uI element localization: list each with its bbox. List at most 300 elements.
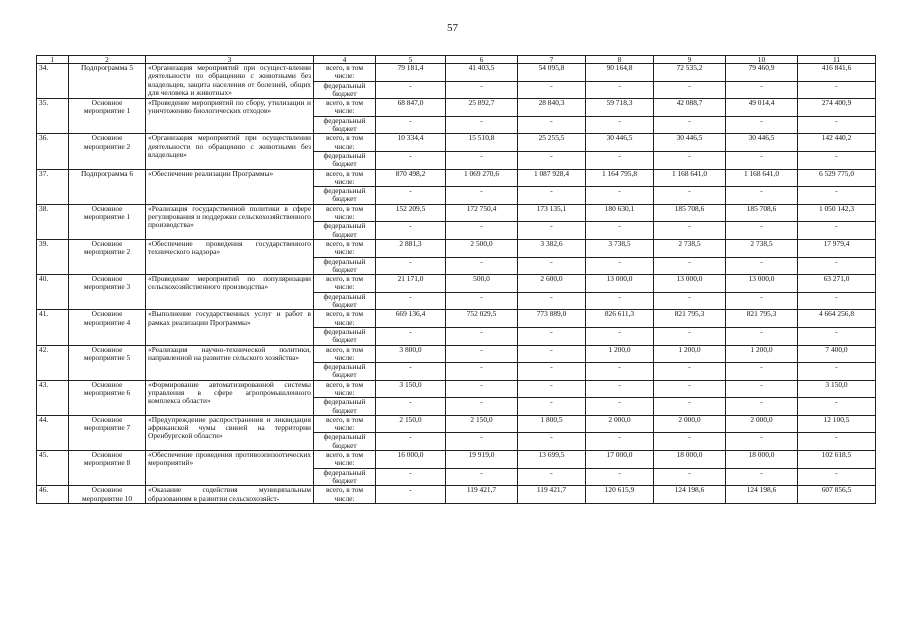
- funding-source-federal: федеральный бюджет: [314, 363, 376, 381]
- value-text: -: [618, 362, 621, 372]
- value-text: 119 421,7: [466, 485, 497, 495]
- funding-source-federal: федеральный бюджет: [314, 187, 376, 205]
- value-text: 54 095,8: [538, 63, 565, 72]
- value-cell: [376, 310, 446, 328]
- value-cell: [376, 239, 446, 257]
- funding-source-federal: федеральный бюджет: [314, 257, 376, 275]
- value-text: 773 889,0: [536, 309, 567, 319]
- value-text: -: [550, 292, 553, 301]
- value-cell: [798, 169, 876, 187]
- value-cell: [518, 204, 586, 222]
- value-cell: [518, 380, 586, 398]
- value-text: 3 150,0: [399, 380, 422, 389]
- funding-source-total: всего, в том числе:: [314, 451, 376, 469]
- value-text: -: [835, 151, 838, 160]
- value-cell: [518, 398, 586, 416]
- program-title: «Обеспечение проведения противоэпизоотических мероприятий»: [146, 451, 314, 486]
- value-cell: [376, 451, 446, 469]
- funding-source-total: всего, в том числе:: [314, 204, 376, 222]
- funding-source-total: всего, в том числе:: [314, 99, 376, 117]
- table-row: [37, 415, 876, 433]
- funding-source-federal: федеральный бюджет: [314, 398, 376, 416]
- value-text: -: [409, 257, 412, 266]
- value-text: 1 200,0: [678, 345, 701, 354]
- value-text: -: [688, 221, 691, 231]
- value-cell: [518, 310, 586, 328]
- value-cell: [726, 380, 798, 398]
- value-text: 1 200,0: [608, 345, 631, 354]
- value-text: 30 446,5: [606, 133, 633, 143]
- value-text: 185 708,6: [746, 204, 777, 213]
- value-cell: [726, 275, 798, 293]
- value-text: -: [688, 432, 691, 442]
- value-text: -: [480, 432, 483, 442]
- value-text: -: [550, 327, 553, 336]
- row-number: 46.: [37, 486, 69, 504]
- value-text: -: [409, 485, 412, 495]
- value-cell: [654, 204, 726, 222]
- value-cell: [586, 415, 654, 433]
- value-cell: [798, 239, 876, 257]
- value-cell: [654, 380, 726, 398]
- value-text: 3 382,6: [540, 239, 563, 248]
- value-text: -: [760, 292, 763, 301]
- value-cell: [376, 134, 446, 152]
- value-cell: [654, 239, 726, 257]
- value-text: -: [409, 116, 412, 125]
- value-text: -: [480, 81, 483, 90]
- value-text: 79 181,4: [397, 63, 424, 72]
- value-text: 124 198,6: [746, 485, 777, 495]
- value-text: 1 200,0: [750, 345, 773, 354]
- value-text: 1 087 928,4: [533, 169, 570, 178]
- program-type: Основное мероприятие 4: [69, 310, 146, 345]
- value-text: -: [550, 432, 553, 442]
- value-cell: [654, 257, 726, 275]
- value-text: -: [480, 116, 483, 125]
- funding-source-federal: федеральный бюджет: [314, 81, 376, 99]
- value-text: -: [409, 468, 412, 477]
- value-cell: [726, 327, 798, 345]
- value-text: -: [760, 380, 763, 389]
- value-text: 172 750,4: [466, 204, 497, 213]
- value-text: 90 164,8: [606, 63, 633, 72]
- value-text: 2 150,0: [399, 415, 422, 424]
- value-cell: [446, 310, 518, 328]
- funding-source-federal: федеральный бюджет: [314, 292, 376, 310]
- value-text: -: [688, 362, 691, 372]
- value-cell: [376, 187, 446, 205]
- value-cell: [586, 345, 654, 363]
- value-cell: [586, 169, 654, 187]
- value-text: 416 841,6: [821, 63, 852, 72]
- row-number: 37.: [37, 169, 69, 204]
- value-text: -: [760, 397, 763, 407]
- value-text: -: [835, 468, 838, 477]
- value-cell: [798, 99, 876, 117]
- value-text: -: [760, 362, 763, 372]
- value-cell: [446, 398, 518, 416]
- value-text: 13 699,5: [538, 450, 565, 460]
- table-body: [37, 64, 876, 504]
- program-type: Основное мероприятие 2: [69, 134, 146, 169]
- value-cell: [446, 99, 518, 117]
- value-cell: [654, 116, 726, 134]
- funding-source-federal: федеральный бюджет: [314, 222, 376, 240]
- value-text: 1 168 641,0: [743, 169, 780, 178]
- value-cell: [446, 222, 518, 240]
- value-cell: [798, 204, 876, 222]
- funding-source-total: всего, в том числе:: [314, 275, 376, 293]
- value-cell: [446, 169, 518, 187]
- table-row: [37, 345, 876, 363]
- value-cell: [586, 134, 654, 152]
- value-text: 607 856,5: [821, 485, 852, 495]
- value-cell: [446, 451, 518, 469]
- value-cell: [518, 169, 586, 187]
- value-cell: [654, 398, 726, 416]
- value-cell: [798, 398, 876, 416]
- value-text: 79 460,9: [748, 63, 775, 72]
- value-cell: [726, 451, 798, 469]
- value-cell: [798, 327, 876, 345]
- value-cell: [654, 327, 726, 345]
- value-cell: [518, 327, 586, 345]
- value-cell: [798, 187, 876, 205]
- value-text: -: [409, 186, 412, 196]
- value-cell: [654, 415, 726, 433]
- value-text: 10 334,4: [397, 133, 424, 143]
- value-text: 17 979,4: [823, 239, 850, 248]
- value-text: -: [760, 81, 763, 90]
- table-row: [37, 310, 876, 328]
- value-text: 120 615,9: [604, 485, 635, 495]
- row-number: 43.: [37, 380, 69, 415]
- value-cell: [726, 363, 798, 381]
- value-cell: [654, 433, 726, 451]
- table-row: [37, 486, 876, 504]
- value-cell: [586, 451, 654, 469]
- value-cell: [586, 239, 654, 257]
- col-header: 5: [376, 56, 446, 64]
- value-text: 124 198,6: [674, 485, 705, 495]
- value-text: -: [618, 151, 621, 160]
- value-text: 180 630,1: [604, 204, 635, 213]
- value-text: -: [618, 186, 621, 196]
- value-cell: [518, 151, 586, 169]
- value-cell: [726, 257, 798, 275]
- program-type: Подпрограмма 5: [69, 64, 146, 99]
- value-text: 28 840,3: [538, 98, 565, 108]
- program-title: «Организация мероприятий при осуществлении деятельности по обращению с животными без владельцев»: [146, 134, 314, 169]
- value-cell: [586, 99, 654, 117]
- value-text: 16 000,0: [397, 450, 424, 460]
- value-cell: [446, 81, 518, 99]
- value-cell: [726, 292, 798, 310]
- value-text: -: [688, 257, 691, 266]
- value-text: -: [835, 432, 838, 442]
- table-row: [37, 239, 876, 257]
- value-cell: [586, 81, 654, 99]
- value-cell: [798, 345, 876, 363]
- value-cell: [798, 310, 876, 328]
- value-cell: [798, 486, 876, 504]
- value-text: 68 847,0: [397, 98, 424, 108]
- funding-source-total: всего, в том числе:: [314, 169, 376, 187]
- value-cell: [726, 415, 798, 433]
- value-text: -: [550, 221, 553, 231]
- value-text: -: [618, 397, 621, 407]
- funding-source-federal: федеральный бюджет: [314, 151, 376, 169]
- value-cell: [376, 433, 446, 451]
- value-text: 500,0: [473, 274, 490, 284]
- value-text: -: [550, 397, 553, 407]
- col-header: 3: [146, 56, 314, 64]
- value-cell: [586, 486, 654, 504]
- program-title: «Проведение мероприятий по популяризации сельскохозяйственного производства»: [146, 275, 314, 310]
- value-text: -: [760, 221, 763, 231]
- value-text: -: [618, 432, 621, 442]
- value-cell: [654, 99, 726, 117]
- value-cell: [376, 222, 446, 240]
- value-text: -: [480, 397, 483, 407]
- value-text: -: [550, 362, 553, 372]
- funding-source-federal: федеральный бюджет: [314, 116, 376, 134]
- value-cell: [518, 222, 586, 240]
- value-text: 25 892,7: [468, 98, 495, 108]
- value-cell: [798, 81, 876, 99]
- table-row: [37, 380, 876, 398]
- value-cell: [446, 204, 518, 222]
- value-text: -: [550, 345, 553, 354]
- col-header: 2: [69, 56, 146, 64]
- budget-table: [36, 55, 876, 504]
- value-text: -: [760, 432, 763, 442]
- value-cell: [654, 151, 726, 169]
- value-text: -: [618, 221, 621, 231]
- program-title: «Обеспечение реализации Программы»: [146, 169, 314, 204]
- value-cell: [376, 345, 446, 363]
- value-cell: [446, 257, 518, 275]
- value-text: 15 510,8: [468, 133, 495, 143]
- funding-source-total: всего, в том числе:: [314, 64, 376, 82]
- value-cell: [726, 468, 798, 486]
- value-text: 42 088,7: [676, 98, 703, 108]
- value-text: 274 400,9: [821, 98, 852, 108]
- value-text: 7 400,0: [825, 345, 848, 354]
- value-text: 2 000,0: [750, 415, 773, 424]
- value-text: 72 535,2: [676, 63, 703, 72]
- value-text: 185 708,6: [674, 204, 705, 213]
- value-text: -: [550, 151, 553, 160]
- row-number: 39.: [37, 239, 69, 274]
- value-cell: [654, 81, 726, 99]
- value-cell: [446, 292, 518, 310]
- program-type: Основное мероприятие 6: [69, 380, 146, 415]
- value-text: -: [760, 468, 763, 477]
- value-cell: [446, 327, 518, 345]
- value-text: 2 738,5: [750, 239, 773, 248]
- value-cell: [376, 486, 446, 504]
- row-number: 44.: [37, 415, 69, 450]
- value-text: -: [550, 186, 553, 196]
- value-text: 3 800,0: [399, 345, 422, 354]
- row-number: 36.: [37, 134, 69, 169]
- value-cell: [376, 81, 446, 99]
- value-cell: [654, 345, 726, 363]
- program-type: Основное мероприятие 8: [69, 451, 146, 486]
- value-text: 2 000,0: [678, 415, 701, 424]
- value-cell: [518, 451, 586, 469]
- value-text: -: [688, 186, 691, 196]
- value-cell: [726, 99, 798, 117]
- value-cell: [446, 415, 518, 433]
- value-cell: [798, 116, 876, 134]
- value-text: -: [480, 186, 483, 196]
- value-cell: [446, 433, 518, 451]
- value-cell: [518, 468, 586, 486]
- value-text: -: [688, 327, 691, 336]
- row-number: 42.: [37, 345, 69, 380]
- value-cell: [654, 468, 726, 486]
- program-title: «Организация мероприятий при осущест-влении деятельности по обращению с животными без владельцев, защита населения от болезней, общих для человека и животных»: [146, 64, 314, 99]
- value-text: 21 171,0: [397, 274, 424, 284]
- value-text: -: [480, 327, 483, 336]
- value-cell: [376, 151, 446, 169]
- table-row: [37, 134, 876, 152]
- value-cell: [446, 275, 518, 293]
- value-text: -: [409, 151, 412, 160]
- value-cell: [726, 239, 798, 257]
- value-cell: [518, 363, 586, 381]
- value-text: -: [618, 380, 621, 389]
- value-text: -: [835, 81, 838, 90]
- col-header: 1: [37, 56, 69, 64]
- value-cell: [798, 468, 876, 486]
- program-title: «Оказание содействия муниципальным образованиям в развитии сельскохозяйст-: [146, 486, 314, 504]
- value-cell: [586, 116, 654, 134]
- value-cell: [446, 486, 518, 504]
- value-cell: [446, 116, 518, 134]
- value-text: -: [835, 327, 838, 336]
- value-cell: [654, 275, 726, 293]
- funding-source-federal: федеральный бюджет: [314, 327, 376, 345]
- program-title: «Реализация государственной политики в сфере регулирования и поддержки сельскохозяйственного производства»: [146, 204, 314, 239]
- value-text: 13 000,0: [748, 274, 775, 284]
- column-number-row: [37, 56, 876, 64]
- value-cell: [586, 380, 654, 398]
- value-cell: [798, 134, 876, 152]
- value-cell: [446, 380, 518, 398]
- col-header: 4: [314, 56, 376, 64]
- value-text: -: [835, 397, 838, 407]
- value-text: 2 600,0: [540, 274, 563, 284]
- table-row: [37, 204, 876, 222]
- value-cell: [654, 363, 726, 381]
- value-cell: [586, 64, 654, 82]
- value-cell: [586, 310, 654, 328]
- value-text: -: [688, 151, 691, 160]
- value-cell: [798, 415, 876, 433]
- value-text: 2 500,0: [470, 239, 493, 248]
- program-type: Основное мероприятие 10: [69, 486, 146, 504]
- row-number: 35.: [37, 99, 69, 134]
- value-cell: [376, 275, 446, 293]
- value-text: 19 919,0: [468, 450, 495, 460]
- value-cell: [654, 187, 726, 205]
- value-cell: [726, 64, 798, 82]
- funding-source-federal: федеральный бюджет: [314, 468, 376, 486]
- value-cell: [726, 398, 798, 416]
- program-type: Основное мероприятие 1: [69, 99, 146, 134]
- value-cell: [446, 345, 518, 363]
- value-text: -: [480, 380, 483, 389]
- value-cell: [798, 433, 876, 451]
- value-text: -: [688, 292, 691, 301]
- value-text: -: [835, 221, 838, 231]
- value-cell: [726, 486, 798, 504]
- value-cell: [586, 275, 654, 293]
- value-text: -: [409, 292, 412, 301]
- value-text: 18 000,0: [676, 450, 703, 460]
- value-text: 152 209,5: [395, 204, 426, 213]
- value-cell: [518, 257, 586, 275]
- value-text: 30 446,5: [676, 133, 703, 143]
- funding-source-total: всего, в том числе:: [314, 345, 376, 363]
- program-title: «Выполнение государственных услуг и работ в рамках реализации Программы»: [146, 310, 314, 345]
- value-text: -: [480, 151, 483, 160]
- funding-source-federal: федеральный бюджет: [314, 433, 376, 451]
- value-cell: [586, 468, 654, 486]
- value-text: -: [409, 221, 412, 231]
- value-text: -: [688, 81, 691, 90]
- value-cell: [446, 187, 518, 205]
- value-cell: [446, 468, 518, 486]
- value-cell: [654, 64, 726, 82]
- value-text: 2 000,0: [608, 415, 631, 424]
- value-cell: [798, 363, 876, 381]
- value-text: -: [550, 116, 553, 125]
- value-text: -: [760, 186, 763, 196]
- value-text: -: [688, 116, 691, 125]
- table-row: [37, 169, 876, 187]
- funding-source-total: всего, в том числе:: [314, 239, 376, 257]
- value-cell: [586, 222, 654, 240]
- value-text: -: [835, 292, 838, 301]
- value-cell: [376, 363, 446, 381]
- funding-source-total: всего, в том числе:: [314, 380, 376, 398]
- value-text: 13 000,0: [606, 274, 633, 284]
- row-number: 40.: [37, 275, 69, 310]
- value-cell: [376, 99, 446, 117]
- value-cell: [518, 99, 586, 117]
- value-text: -: [760, 151, 763, 160]
- funding-source-total: всего, в том числе:: [314, 310, 376, 328]
- value-cell: [376, 169, 446, 187]
- table-row: [37, 451, 876, 469]
- value-cell: [726, 81, 798, 99]
- value-cell: [798, 275, 876, 293]
- value-text: 1 069 270,6: [463, 169, 500, 178]
- value-text: 3 738,5: [608, 239, 631, 248]
- value-cell: [798, 151, 876, 169]
- value-cell: [654, 222, 726, 240]
- value-cell: [798, 64, 876, 82]
- value-cell: [726, 345, 798, 363]
- value-text: 826 611,3: [604, 309, 635, 319]
- value-text: -: [550, 257, 553, 266]
- value-text: -: [409, 362, 412, 372]
